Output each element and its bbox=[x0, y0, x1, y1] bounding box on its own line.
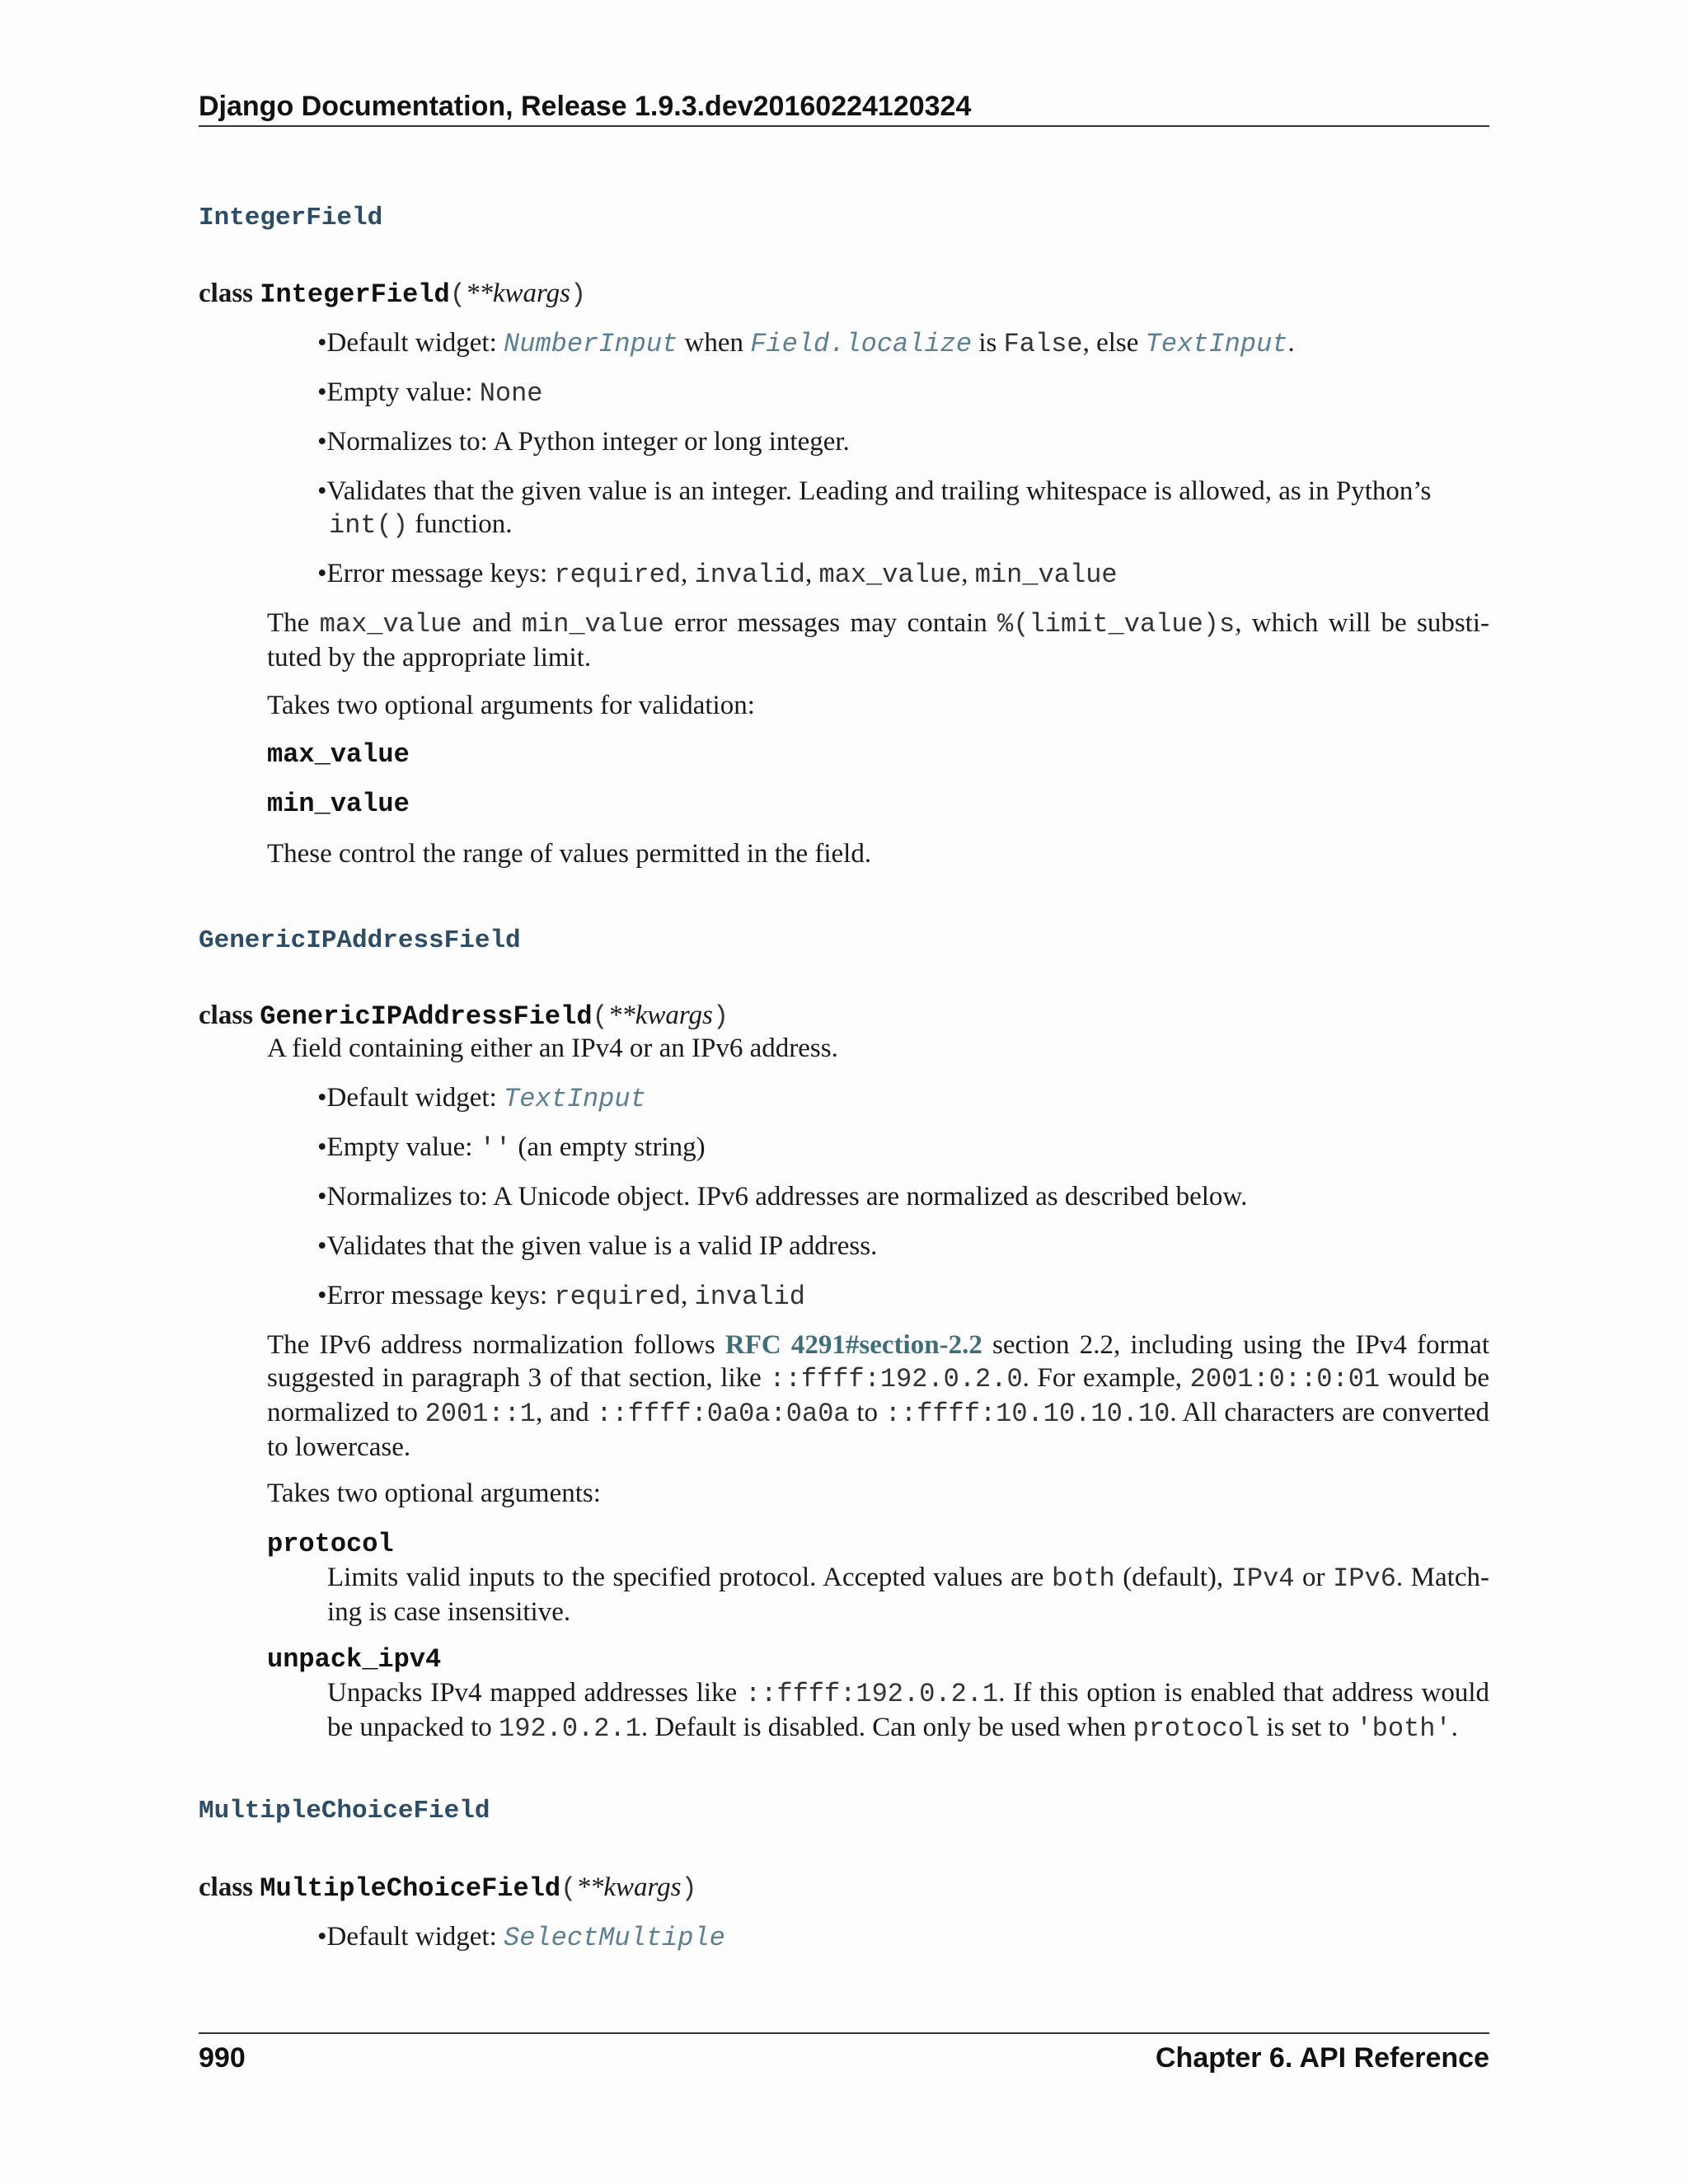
protocol-arg: protocol bbox=[267, 1529, 394, 1559]
separator: , bbox=[961, 559, 975, 588]
page-footer bbox=[199, 2032, 1489, 2075]
inline-code: required bbox=[554, 560, 682, 590]
inline-code: max_value bbox=[818, 560, 962, 590]
inline-code: ::ffff:192.0.2.0 bbox=[769, 1364, 1023, 1394]
bullet-text: •Default widget: bbox=[317, 1083, 504, 1113]
multiplechoicefield-signature bbox=[199, 1871, 697, 1905]
protocol-arg-description bbox=[327, 1561, 1489, 1629]
paren-close: ) bbox=[712, 1001, 729, 1032]
class-name: IntegerField bbox=[260, 279, 450, 310]
bullet-text: •Error message keys: bbox=[317, 559, 555, 588]
integerfield-limit-paragraph bbox=[267, 607, 1489, 674]
integerfield-anchor-link[interactable]: IntegerField bbox=[199, 204, 383, 232]
multifield-default-widget bbox=[317, 1920, 1489, 1955]
min-value-arg: min_value bbox=[267, 789, 410, 819]
paragraph-text: . For example, bbox=[1022, 1363, 1190, 1393]
bullet-text: (an empty string) bbox=[511, 1132, 706, 1162]
ipfield-normalizes: •Normalizes to: A Unicode object. IPv6 addresses are normalized as described below. bbox=[317, 1182, 1248, 1212]
inline-code: invalid bbox=[694, 560, 805, 590]
ipv6-normalization-paragraph bbox=[267, 1329, 1489, 1464]
bullet-text: •Empty value: bbox=[317, 1132, 480, 1162]
paragraph-text: . All characters are converted to lowercase. bbox=[267, 1398, 1489, 1462]
multiplechoicefield-anchor-link[interactable]: MultipleChoiceField bbox=[199, 1797, 490, 1825]
inline-code: both bbox=[1051, 1563, 1115, 1594]
integerfield-validates bbox=[317, 475, 1489, 542]
paragraph-text: error messages may contain bbox=[663, 608, 998, 638]
paren-close: ) bbox=[681, 1873, 697, 1904]
inline-code: 192.0.2.1 bbox=[499, 1713, 641, 1744]
running-header bbox=[199, 89, 1489, 127]
bullet-text: . bbox=[1287, 328, 1295, 358]
class-keyword: class bbox=[199, 279, 253, 308]
bullet-text: is bbox=[972, 328, 1004, 358]
bullet-text: •Error message keys: bbox=[317, 1281, 555, 1310]
paragraph-text: section 2.2, including using the IPv4 format suggested in paragraph 3 of that section, like bbox=[267, 1330, 1489, 1393]
inline-code: IPv4 bbox=[1231, 1563, 1295, 1594]
field-localize-link[interactable]: Field.localize bbox=[750, 329, 973, 359]
paragraph-text: . If this option is enabled that address would be unpacked to bbox=[327, 1678, 1489, 1742]
inline-code: ::ffff:192.0.2.1 bbox=[744, 1679, 999, 1709]
unpack-ipv4-arg: unpack_ipv4 bbox=[267, 1644, 442, 1675]
paragraph-text: or bbox=[1294, 1563, 1334, 1592]
bullet-text: when bbox=[678, 328, 751, 358]
bullet-text: , else bbox=[1082, 328, 1146, 358]
bullet-text: function. bbox=[408, 509, 513, 539]
paragraph-text: is set to bbox=[1259, 1713, 1357, 1742]
integerfield-empty-value bbox=[317, 376, 1489, 410]
integerfield-error-keys bbox=[317, 557, 1489, 592]
bullet-text: •Default widget: bbox=[317, 328, 504, 358]
inline-code: invalid bbox=[694, 1282, 805, 1312]
bullet-text: •Empty value: bbox=[317, 377, 480, 407]
genericipaddressfield-anchor-link[interactable]: GenericIPAddressField bbox=[199, 926, 521, 955]
class-name: MultipleChoiceField bbox=[260, 1873, 561, 1904]
inline-code: 2001::1 bbox=[424, 1399, 536, 1429]
rfc-4291-link[interactable]: RFC 4291#section-2.2 bbox=[724, 1330, 982, 1360]
ipfield-error-keys bbox=[317, 1279, 1489, 1314]
selectmultiple-link[interactable]: SelectMultiple bbox=[504, 1923, 725, 1953]
paren-open: ( bbox=[560, 1873, 577, 1904]
class-args: **kwargs bbox=[607, 1001, 713, 1030]
ipfield-empty-value bbox=[317, 1131, 1489, 1165]
ipfield-optional-args-intro: Takes two optional arguments: bbox=[267, 1479, 601, 1508]
paragraph-text: Unpacks IPv4 mapped addresses like bbox=[327, 1678, 745, 1708]
genericipaddressfield-intro: A field containing either an IPv4 or an IPv6 address. bbox=[267, 1033, 838, 1063]
paragraph-text: The IPv6 address normalization follows bbox=[267, 1330, 725, 1360]
bullet-text: •Default widget: bbox=[317, 1922, 504, 1952]
class-args: **kwargs bbox=[465, 279, 571, 308]
paragraph-text: . Match-ing is case insensitive. bbox=[327, 1563, 1489, 1627]
inline-code: False bbox=[1003, 329, 1083, 359]
paragraph-text: (default), bbox=[1114, 1563, 1231, 1592]
unpack-ipv4-arg-description bbox=[327, 1676, 1489, 1746]
class-keyword: class bbox=[199, 1872, 253, 1902]
ipfield-validates: •Validates that the given value is a valid IP address. bbox=[317, 1231, 878, 1261]
ipfield-default-widget bbox=[317, 1081, 1489, 1116]
paragraph-text: . bbox=[1451, 1713, 1458, 1742]
paragraph-text: . Default is disabled. Can only be used when bbox=[640, 1713, 1133, 1742]
paren-close: ) bbox=[570, 279, 587, 310]
separator: , bbox=[681, 1281, 695, 1310]
inline-code: 2001:0::0:01 bbox=[1189, 1364, 1381, 1394]
inline-code: IPv6 bbox=[1333, 1563, 1396, 1594]
integerfield-default-widget bbox=[317, 326, 1489, 361]
class-name: GenericIPAddressField bbox=[260, 1001, 593, 1032]
inline-code: 'both' bbox=[1356, 1713, 1451, 1744]
bullet-text: •Validates that the given value is an integer. Leading and trailing whitespace is allowed, as in Python’s bbox=[317, 476, 1432, 506]
textinput-link[interactable]: TextInput bbox=[1145, 329, 1288, 359]
header-title: Django Documentation, Release 1.9.3.dev20160224120324 bbox=[199, 91, 972, 122]
integerfield-signature bbox=[199, 277, 586, 312]
separator: , bbox=[681, 559, 695, 588]
inline-code: min_value bbox=[974, 560, 1118, 590]
integerfield-range-paragraph: These control the range of values permitted in the field. bbox=[267, 839, 872, 869]
paragraph-text: to bbox=[849, 1398, 885, 1427]
genericipaddressfield-signature bbox=[199, 999, 729, 1033]
max-value-arg: max_value bbox=[267, 739, 410, 770]
paragraph-text: Limits valid inputs to the specified protocol. Accepted values are bbox=[327, 1563, 1052, 1592]
inline-code: min_value bbox=[521, 609, 664, 640]
chapter-title: Chapter 6. API Reference bbox=[1156, 2042, 1489, 2074]
inline-code: None bbox=[479, 378, 543, 409]
paragraph-text: , and bbox=[535, 1398, 597, 1427]
class-args: **kwargs bbox=[576, 1872, 682, 1902]
paren-open: ( bbox=[592, 1001, 608, 1032]
inline-code: %(limit_value)s bbox=[997, 609, 1236, 640]
paren-open: ( bbox=[449, 279, 466, 310]
integerfield-normalizes: •Normalizes to: A Python integer or long integer. bbox=[317, 427, 850, 457]
class-keyword: class bbox=[199, 1001, 253, 1030]
inline-code: protocol bbox=[1132, 1713, 1260, 1744]
separator: , bbox=[804, 559, 819, 588]
paragraph-text: , which will be substi-tuted by the appropriate limit. bbox=[267, 608, 1489, 673]
textinput-link[interactable]: TextInput bbox=[504, 1084, 646, 1114]
inline-code: required bbox=[554, 1282, 682, 1312]
numberinput-link[interactable]: NumberInput bbox=[504, 329, 678, 359]
inline-code: ::ffff:0a0a:0a0a bbox=[596, 1399, 850, 1429]
integerfield-optional-args-intro: Takes two optional arguments for validation: bbox=[267, 691, 755, 720]
paragraph-text: The bbox=[267, 608, 320, 638]
page-number: 990 bbox=[199, 2042, 246, 2074]
inline-code: int() bbox=[329, 510, 409, 541]
paragraph-text: would be normalized to bbox=[267, 1363, 1489, 1427]
inline-code: max_value bbox=[319, 609, 462, 640]
paragraph-text: and bbox=[462, 608, 522, 638]
inline-code: ::ffff:10.10.10.10 bbox=[884, 1399, 1170, 1429]
inline-code: '' bbox=[479, 1133, 512, 1164]
